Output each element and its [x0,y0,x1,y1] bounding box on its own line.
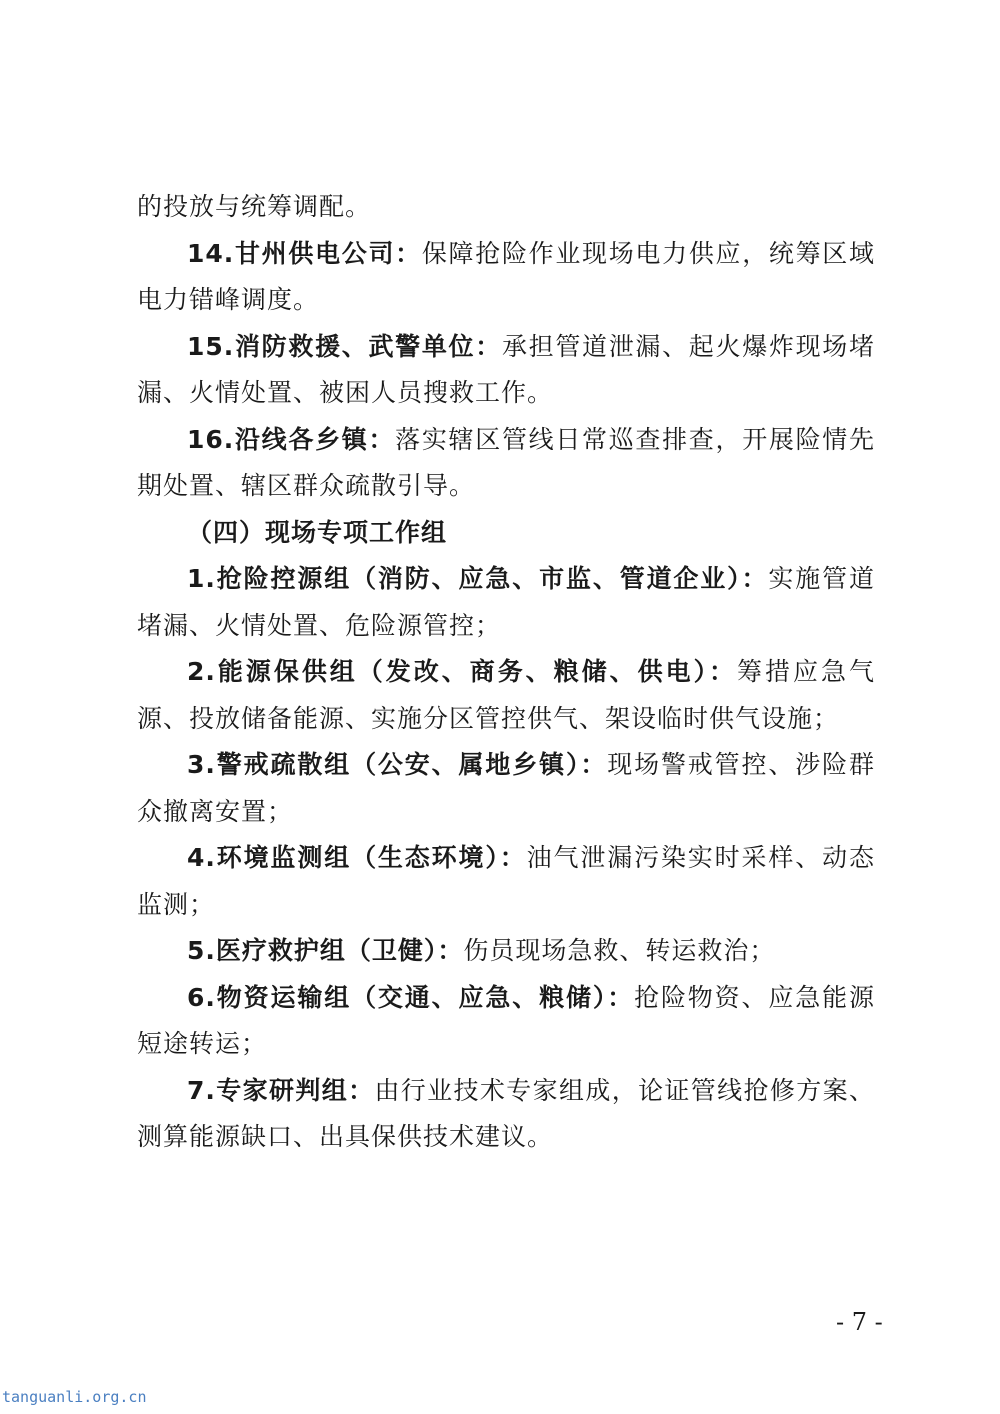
paragraph-group-3 [137,742,875,835]
item-text: 伤员现场急救、转运救治； [463,936,776,965]
watermark-text: tanguanli.org.cn [2,1388,147,1406]
paragraph-group-6 [137,975,875,1068]
item-label: 5.医疗救护组（卫健）： [187,936,464,965]
paragraph-group-2 [137,649,875,742]
paragraph-group-4 [137,835,875,928]
item-label: 14.甘州供电公司： [187,238,422,268]
item-label: 6.物资运输组（交通、应急、粮储）： [187,982,635,1012]
item-text: 筹措应急气源、投放储备能源、实施分区管控供气、架设临时供气设施； [137,657,875,733]
item-label: 2.能源保供组（发改、商务、粮储、供电）： [187,657,738,686]
item-label: 7.专家研判组： [187,1075,375,1105]
section-heading: （四）现场专项工作组 [187,517,448,547]
item-label: 1.抢险控源组（消防、应急、市监、管道企业）： [187,564,769,593]
paragraph-group-7 [137,1068,875,1161]
item-label: 15.消防救援、武警单位： [187,331,502,361]
item-label: 4.环境监测组（生态环境）： [187,843,527,872]
item-text: 由行业技术专家组成，论证管线抢修方案、测算能源缺口、出具保供技术建议。 [137,1075,875,1151]
paragraph-item-14 [137,231,875,324]
document-body [137,184,875,1161]
item-text: 承担管道泄漏、起火爆炸现场堵漏、火情处置、被困人员搜救工作。 [137,331,875,407]
item-label: 16.沿线各乡镇： [187,424,396,454]
paragraph-continued: 的投放与统筹调配。 [137,192,372,221]
page-number: - 7 - [836,1308,883,1336]
item-text: 保障抢险作业现场电力供应，统筹区域电力错峰调度。 [137,238,875,314]
item-text: 现场警戒管控、涉险群众撤离安置； [137,750,875,826]
paragraph-group-5 [137,928,875,975]
item-label: 3.警戒疏散组（公安、属地乡镇）： [187,750,608,779]
item-text: 落实辖区管线日常巡查排查，开展险情先期处置、辖区群众疏散引导。 [137,424,875,500]
item-text: 油气泄漏污染实时采样、动态监测； [137,843,875,919]
item-text: 实施管道堵漏、火情处置、危险源管控； [137,564,875,640]
paragraph-item-16 [137,417,875,510]
paragraph-group-1 [137,556,875,649]
paragraph-item-15 [137,324,875,417]
item-text: 抢险物资、应急能源短途转运； [137,982,875,1058]
